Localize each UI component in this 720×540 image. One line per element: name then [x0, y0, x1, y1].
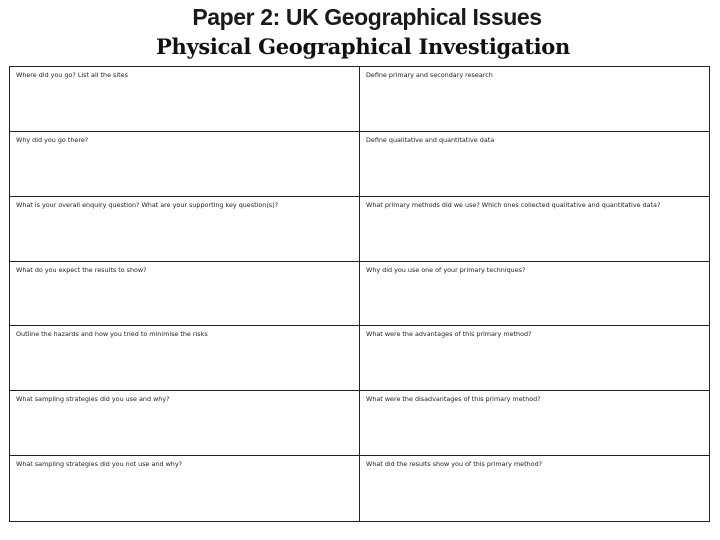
- question-cell-enquiry-question[interactable]: What is your overall enquiry question? What are your supporting key question(s)?: [10, 197, 360, 262]
- question-cell-define-data[interactable]: Define qualitative and quantitative data: [360, 132, 709, 197]
- question-cell-where-did-you-go[interactable]: Where did you go? List all the sites: [10, 67, 360, 132]
- question-cell-disadvantages[interactable]: What were the disadvantages of this primary method?: [360, 391, 709, 456]
- question-cell-define-research[interactable]: Define primary and secondary research: [360, 67, 709, 132]
- question-cell-advantages[interactable]: What were the advantages of this primary method?: [360, 326, 709, 391]
- question-cell-hazards[interactable]: Outline the hazards and how you tried to minimise the risks: [10, 326, 360, 391]
- question-cell-sampling-used[interactable]: What sampling strategies did you use and why?: [10, 391, 360, 456]
- question-cell-primary-methods[interactable]: What primary methods did we use? Which ones collected qualitative and quantitative data?: [360, 197, 709, 262]
- question-cell-sampling-not-used[interactable]: What sampling strategies did you not use and why?: [10, 456, 360, 521]
- page-subtitle: Physical Geographical Investigation: [156, 34, 570, 59]
- question-cell-why-technique[interactable]: Why did you use one of your primary techniques?: [360, 262, 709, 327]
- question-cell-expected-results[interactable]: What do you expect the results to show?: [10, 262, 360, 327]
- question-grid: [9, 66, 710, 522]
- page-title: Paper 2: UK Geographical Issues: [192, 4, 542, 30]
- question-cell-why-go-there[interactable]: Why did you go there?: [10, 132, 360, 197]
- question-cell-results-shown[interactable]: What did the results show you of this primary method?: [366, 460, 543, 469]
